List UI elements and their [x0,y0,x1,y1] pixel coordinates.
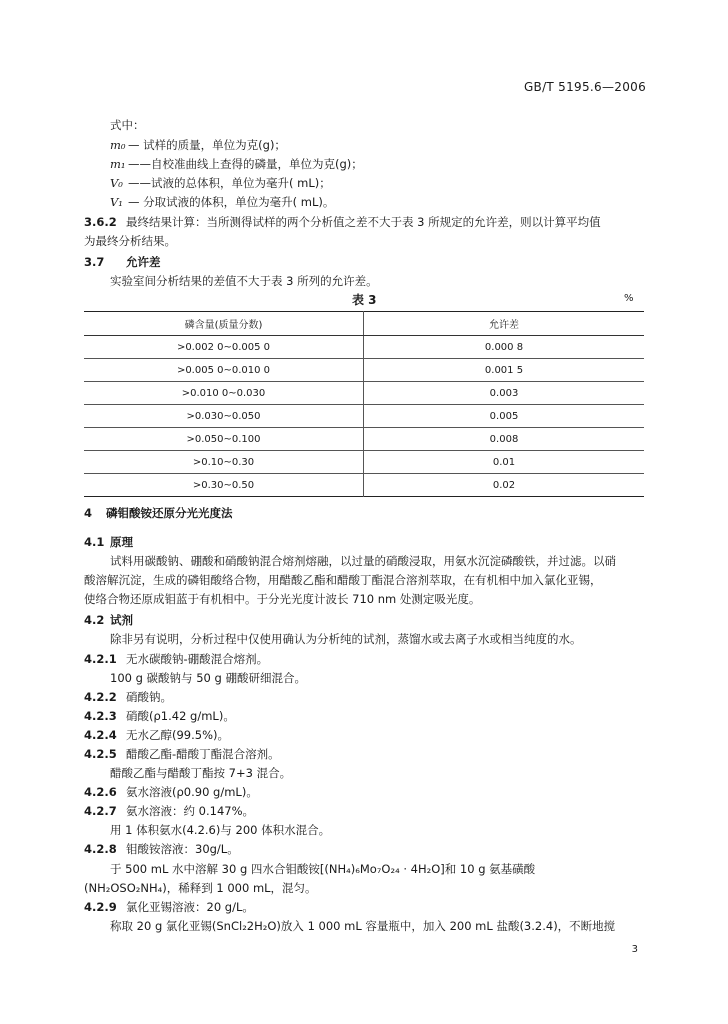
table-cell: 0.000 8 [364,336,645,359]
reagent-item [84,727,229,743]
table-cell: >0.030~0.050 [84,405,364,428]
reagent-number: 4.2.6 [84,785,117,799]
def-text: — 分取试液的体积，单位为毫升( mL)。 [128,195,335,209]
table-cell: >0.050~0.100 [84,428,364,451]
reagent-number: 4.2.5 [84,747,117,761]
section-number: 4.2 [84,613,105,627]
page-number: 3 [631,944,638,955]
section-body: 除非另有说明，分析过程中仅使用确认为分析纯的试剂，蒸馏水或去离子水或相当纯度的水。 [110,632,582,646]
reagent-text: 硝酸(ρ1.42 g/mL)。 [126,709,235,723]
table-cell: 0.005 [364,405,645,428]
reagent-text: 氨水溶液：约 0.147%。 [126,804,255,818]
reagent-note: (NH₂OSO₂NH₄)，稀释到 1 000 mL，混匀。 [84,881,317,895]
def-text: ——自校准曲线上查得的磷量，单位为克(g)； [128,157,363,171]
reagent-number: 4.2.9 [84,900,117,914]
clause-text: 最终结果计算：当所测得试样的两个分析值之差不大于表 3 所规定的允许差，则以计算平均值 [126,215,601,229]
table-cell: >0.010 0~0.030 [84,382,364,405]
clause-number: 3.6.2 [84,215,117,229]
reagent-note: 醋酸乙酯与醋酸丁酯按 7+3 混合。 [110,766,292,780]
table-row [84,336,644,359]
reagent-number: 4.2.4 [84,728,117,742]
section-title: 允许差 [126,255,161,269]
def-row [110,137,286,153]
reagent-number: 4.2.7 [84,804,117,818]
reagent-number: 4.2.3 [84,709,117,723]
table-row [84,428,644,451]
table-row [84,451,644,474]
reagent-text: 醋酸乙酯-醋酸丁酯混合溶剂。 [126,747,280,761]
reagent-text: 无水碳酸钠-硼酸混合熔剂。 [126,652,269,666]
reagent-item [84,784,258,800]
def-text: ——试液的总体积，单位为毫升( mL)； [128,176,331,190]
reagent-note: 于 500 mL 水中溶解 30 g 四水合钼酸铵[(NH₄)₆Mo₇O₂₄ · 4H₂O]和 10 g 氨基磺酸 [110,862,536,876]
standard-number: GB/T 5195.6—2006 [523,80,646,94]
clause-3-6-2 [84,214,601,230]
table-unit: % [624,293,634,304]
reagent-text: 氯化亚锡溶液：20 g/L。 [126,900,254,914]
table-row [84,359,644,382]
reagent-item [84,708,235,724]
reagent-text: 氨水溶液(ρ0.90 g/mL)。 [126,785,258,799]
reagent-number: 4.2.1 [84,652,117,666]
def-row [110,175,331,191]
reagent-text: 无水乙醇(99.5%)。 [126,728,230,742]
section-title: 试剂 [110,613,133,627]
reagent-number: 4.2.2 [84,690,117,704]
tolerance-table [84,311,644,497]
paragraph-line: 试料用碳酸钠、硼酸和硝酸钠混合熔剂熔融，以过量的硝酸浸取，用氨水沉淀磷酸铁，并过滤。以硝 [110,554,616,568]
def-symbol: m₁ [110,157,126,171]
def-symbol: V₀ [110,176,123,190]
table-cell: >0.30~0.50 [84,474,364,497]
reagent-note: 用 1 体积氨水(4.2.6)与 200 体积水混合。 [110,823,331,837]
chapter-title: 磷钼酸铵还原分光光度法 [106,506,233,520]
def-symbol: V₁ [110,195,123,209]
table-row [84,474,644,497]
reagent-text: 钼酸铵溶液：30g/L。 [126,842,239,856]
def-text: — 试样的质量，单位为克(g)； [128,138,286,152]
reagent-item [84,746,280,762]
def-symbol: m₀ [110,138,126,152]
table-header-row [84,312,644,336]
where-intro: 式中： [110,118,145,132]
section-number: 4.1 [84,535,105,549]
reagent-item [84,689,172,705]
reagent-number: 4.2.8 [84,842,117,856]
paragraph-line: 使络合物还原成钼蓝于有机相中。于分光光度计波长 710 nm 处测定吸光度。 [84,592,481,606]
section-heading [84,254,161,270]
table-cell: >0.10~0.30 [84,451,364,474]
reagent-text: 硝酸钠。 [126,690,172,704]
section-heading [84,534,133,550]
table-cell: 0.003 [364,382,645,405]
table-row [84,382,644,405]
table-cell: >0.002 0~0.005 0 [84,336,364,359]
column-header: 磷含量(质量分数) [84,312,364,336]
def-row [110,194,334,210]
chapter-number: 4 [84,506,93,520]
section-body: 实验室间分析结果的差值不大于表 3 所列的允许差。 [110,274,378,288]
table-row [84,405,644,428]
column-header: 允许差 [364,312,645,336]
table-cell: 0.001 5 [364,359,645,382]
def-row [110,156,363,172]
section-number: 3.7 [84,255,105,269]
table-caption: 表 3 [352,293,377,307]
chapter-heading [84,505,233,521]
reagent-item [84,651,268,667]
section-heading [84,612,133,628]
reagent-item [84,841,239,857]
section-title: 原理 [110,535,133,549]
table-cell: 0.02 [492,479,516,491]
reagent-note: 称取 20 g 氯化亚锡(SnCl₂2H₂O)放入 1 000 mL 容量瓶中，加入 200 mL 盐酸(3.2.4)，不断地搅 [110,919,616,933]
clause-3-6-2-cont: 为最终分析结果。 [84,234,176,248]
reagent-item [84,803,254,819]
table-cell: 0.01 [364,451,645,474]
reagent-note: 100 g 碳酸钠与 50 g 硼酸研细混合。 [110,671,306,685]
reagent-item [84,899,254,915]
table-cell: 0.008 [364,428,645,451]
paragraph-line: 酸溶解沉淀，生成的磷钼酸络合物，用醋酸乙酯和醋酸丁酯混合溶剂萃取，在有机相中加入氯化亚锡， [84,573,602,587]
table-cell: >0.005 0~0.010 0 [84,359,364,382]
